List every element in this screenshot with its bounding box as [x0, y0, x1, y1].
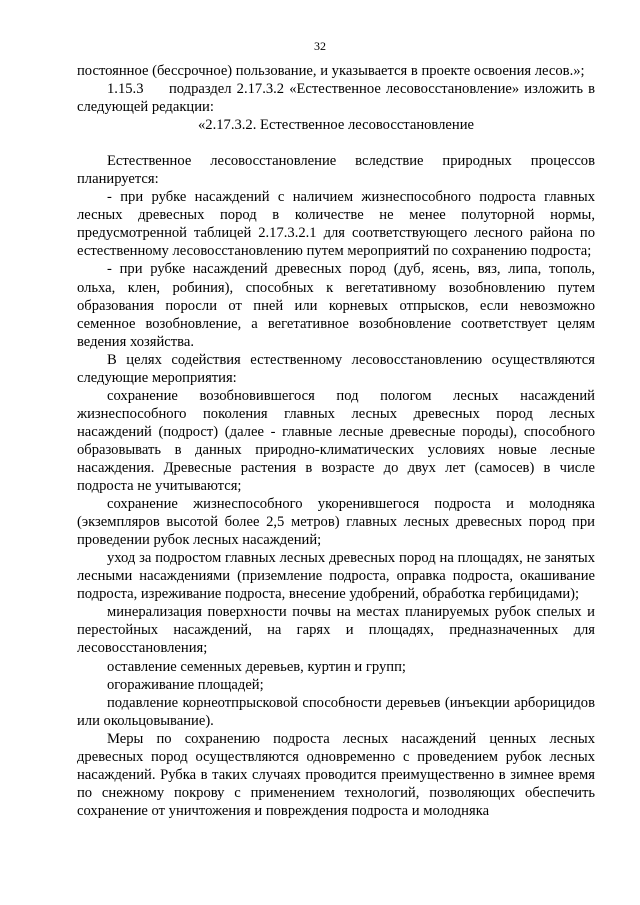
paragraph-measure-5: оставление семенных деревьев, куртин и групп; [107, 658, 406, 675]
paragraph-measure-2: сохранение жизнеспособного укоренившегося подроста и молодняка (экземпляров высотой более 2,5 метров) главных лесных древесных пород при проведении рубок лесных насаждений; [77, 496, 595, 549]
section-heading: «2.17.3.2. Естественное лесовосстановление [198, 117, 474, 134]
paragraph-continuation: постоянное (бессрочное) пользование, и указывается в проекте освоения лесов.»; [77, 63, 585, 79]
page-number: 32 [314, 39, 326, 53]
paragraph-list-item-2: - при рубке насаждений древесных пород (дуб, ясень, вяз, липа, тополь, ольха, клен, робиния), способных к вегетативному возобновлению путем образования поросли от пней или корневых отпрысков, если невозможно семенное возобновление, а вегетативное возобновление соответствует целям ведения хозяйства. [77, 261, 595, 350]
paragraph-measure-6: огораживание площадей; [107, 676, 264, 693]
paragraph-measure-1: сохранение возобновившегося под пологом лесных насаждений жизнеспособного поколения главных лесных древесных пород лесных насаждений (подрост) (далее - главные лесные древесные породы), способного образовывать в данных природно-климатических условиях новые лесные насаждения. Древесные растения в возрасте до двух лет (самосев) в числе подроста не учитываются; [77, 387, 595, 495]
paragraph-list-item-1: - при рубке насаждений с наличием жизнеспособного подроста главных лесных древесных пород в количестве не менее полуторной нормы, предусмотренной таблицей 2.17.3.2.1 для соответствующего лесного района по естественному лесовосстановлению путем мероприятий по сохранению подроста; [77, 189, 595, 260]
document-body [77, 62, 595, 820]
amendment-number: 1.15.3 [107, 81, 144, 98]
paragraph-amendment [77, 80, 595, 116]
amendment-text: подраздел 2.17.3.2 «Естественное лесовосстановление» изложить в следующей редакции: [77, 81, 595, 116]
paragraph-intro: Естественное лесовосстановление вследствие природных процессов планируется: [77, 153, 595, 188]
paragraph-preservation: Меры по сохранению подроста лесных насаждений ценных лесных древесных пород осуществляются одновременно с проведением рубок лесных насаждений. Рубка в таких случаях проводится преимущественно в зимнее время по снежному покрову с применением технологий, позволяющих обеспечить сохранение от уничтожения и повреждения подроста и молодняка [77, 730, 595, 819]
paragraph-measure-4: минерализация поверхности почвы на местах планируемых рубок спелых и перестойных насаждений, на гарях и площадях, предназначенных для лесовосстановления; [77, 604, 595, 657]
paragraph-measures-intro: В целях содействия естественному лесовосстановлению осуществляются следующие мероприятия: [77, 351, 595, 386]
paragraph-measure-7: подавление корнеотпрысковой способности деревьев (инъекции арборицидов или окольцовывание). [77, 694, 595, 729]
paragraph-measure-3: уход за подростом главных лесных древесных пород на площадях, не занятых лесными насаждениями (приземление подроста, оправка подроста, окашивание подроста, изреживание подроста, внесение удобрений, обработка гербицидами); [77, 550, 595, 603]
